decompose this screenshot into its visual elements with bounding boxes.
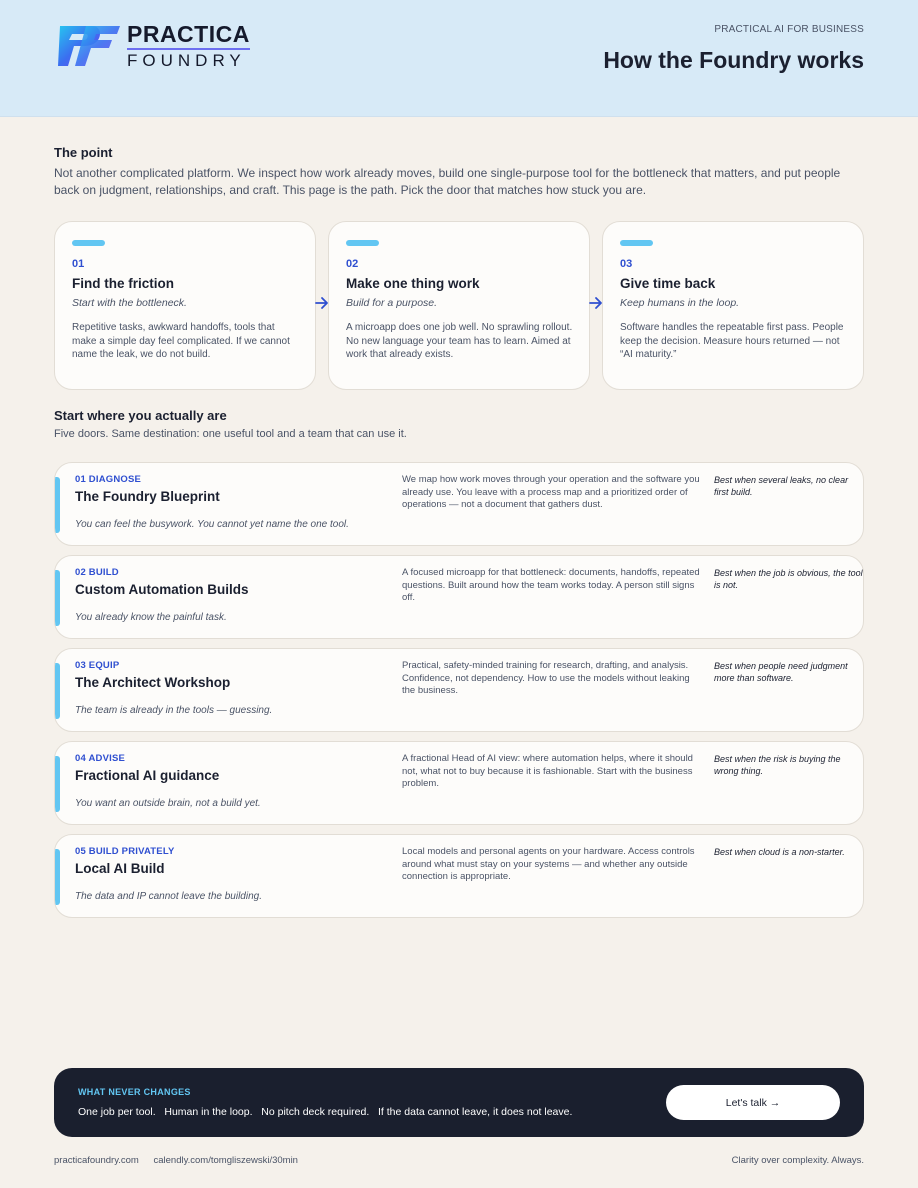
door-name: The Foundry Blueprint xyxy=(75,489,220,504)
door-card[interactable] xyxy=(54,462,864,546)
footer-links xyxy=(54,1155,298,1166)
step-card xyxy=(602,221,864,390)
cta-label: WHAT NEVER CHANGES xyxy=(78,1087,191,1097)
step-description: Repetitive tasks, awkward handoffs, tools that make a simple day feel complicated. If we cannot name the leak, we do not build. xyxy=(72,322,290,360)
door-description: Local models and personal agents on your hardware. Access controls around what must stay on your systems — and whether any outside connection is appropriate. xyxy=(402,846,695,882)
door-accent-bar xyxy=(55,477,60,533)
door-fit: You already know the painful task. xyxy=(75,612,227,623)
door-tag: 04 ADVISE xyxy=(75,753,126,764)
door-tag: 02 BUILD xyxy=(75,567,119,578)
point-body: Not another complicated platform. We inspect how work already moves, build one single-purpose tool for the bottleneck that matters, and put people back on judgment, relationships, and craft. This page is the path. Pick the door that matches how stuck you are. xyxy=(54,166,841,197)
start-subheading: Five doors. Same destination: one useful tool and a team that can use it. xyxy=(54,428,407,440)
door-accent-bar xyxy=(55,756,60,812)
step-card xyxy=(54,221,316,390)
step-description: A microapp does one job well. No sprawling rollout. No new language your team has to learn. Aimed at work that already exists. xyxy=(346,322,573,360)
door-tag: 05 BUILD PRIVATELY xyxy=(75,846,175,857)
door-name: Fractional AI guidance xyxy=(75,768,220,783)
cta-banner xyxy=(54,1068,864,1137)
door-name: Custom Automation Builds xyxy=(75,582,249,597)
door-fit: You can feel the busywork. You cannot yet name the one tool. xyxy=(75,519,349,530)
arrow-right-icon xyxy=(589,296,603,310)
step-bar xyxy=(346,240,379,246)
door-accent-bar xyxy=(55,663,60,719)
page-title: How the Foundry works xyxy=(603,47,864,73)
step-title: Give time back xyxy=(620,276,716,291)
step-title: Make one thing work xyxy=(346,276,480,291)
lets-talk-button[interactable]: Let's talk → xyxy=(666,1085,840,1120)
step-bar xyxy=(620,240,653,246)
step-subtitle: Build for a purpose. xyxy=(346,297,438,309)
step-number: 02 xyxy=(346,258,359,270)
door-fit: You want an outside brain, not a build yet. xyxy=(75,798,261,809)
step-title: Find the friction xyxy=(72,276,174,291)
footer-site-link[interactable]: practicafoundry.com xyxy=(54,1155,139,1166)
brand-logo[interactable] xyxy=(56,22,250,70)
point-heading: The point xyxy=(54,145,113,160)
door-card[interactable] xyxy=(54,648,864,732)
door-description: Practical, safety-minded training for research, drafting, and analysis. Confidence, not dependency. How to use the models without leaking the business. xyxy=(402,660,690,696)
footer-calendly-link[interactable]: calendly.com/tomgliszewski/30min xyxy=(153,1155,298,1166)
door-accent-bar xyxy=(55,849,60,905)
door-tag: 01 DIAGNOSE xyxy=(75,474,142,485)
door-best-when: Best when cloud is a non-starter. xyxy=(714,847,845,857)
door-card[interactable] xyxy=(54,555,864,639)
start-heading: Start where you actually are xyxy=(54,408,227,423)
step-subtitle: Start with the bottleneck. xyxy=(72,297,187,309)
door-fit: The team is already in the tools — guessing. xyxy=(75,705,273,716)
door-fit: The data and IP cannot leave the building. xyxy=(75,891,262,902)
step-subtitle: Keep humans in the loop. xyxy=(620,297,740,309)
door-description: A fractional Head of AI view: where automation helps, where it should not, what not to buy because it is fashionable. Start with the business problem. xyxy=(402,753,693,789)
footer-tagline: Clarity over complexity. Always. xyxy=(731,1155,864,1166)
step-bar xyxy=(72,240,105,246)
door-name: Local AI Build xyxy=(75,861,165,876)
cta-rules: One job per tool. Human in the loop. No pitch deck required. If the data cannot leave, it does not leave. xyxy=(78,1106,573,1118)
door-description: A focused microapp for that bottleneck: documents, handoffs, repeated questions. Built around how the team works today. A person still signs off. xyxy=(402,567,700,603)
door-name: The Architect Workshop xyxy=(75,675,231,690)
brand-name-line1: PRACTICA xyxy=(127,22,250,50)
door-card[interactable] xyxy=(54,741,864,825)
door-card[interactable] xyxy=(54,834,864,918)
brand-name-line2: FOUNDRY xyxy=(127,50,246,70)
door-best-when: Best when several leaks, no clear first build. xyxy=(714,475,849,497)
step-description: Software handles the repeatable first pass. People keep the decision. Measure hours returned — not “AI maturity.” xyxy=(620,322,844,360)
door-description: We map how work moves through your operation and the software you already use. You leave with a process map and a prioritized order of operations — not a document that gathers dust. xyxy=(402,474,700,510)
logo-mark-icon xyxy=(56,22,122,70)
step-number: 03 xyxy=(620,258,633,270)
arrow-right-icon xyxy=(315,296,329,310)
door-best-when: Best when the risk is buying the wrong thing. xyxy=(714,754,841,776)
door-tag: 03 EQUIP xyxy=(75,660,120,671)
step-number: 01 xyxy=(72,258,85,270)
step-card xyxy=(328,221,590,390)
door-best-when: Best when the job is obvious, the tool is not. xyxy=(714,568,863,590)
door-accent-bar xyxy=(55,570,60,626)
header-kicker: PRACTICAL AI FOR BUSINESS xyxy=(714,24,864,35)
page-header xyxy=(0,0,918,117)
door-best-when: Best when people need judgment more than software. xyxy=(714,661,848,683)
